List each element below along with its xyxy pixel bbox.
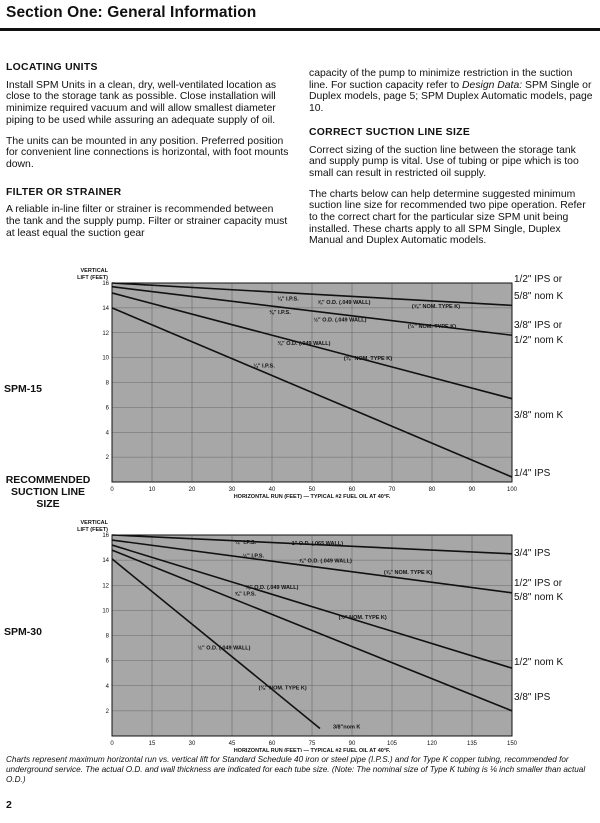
- header-rule: [0, 28, 600, 31]
- locating-paragraph-1: Install SPM Units in a clean, dry, well-ventilated location as close to the storage tank as possible. Close installation will minimize required vacuum and will allow smallest diameter piping to be used while assuring an adequate supply of oil.: [6, 79, 277, 126]
- filter-paragraph: A reliable in-line filter or strainer is recommended between the tank and the supply pump. Filter or strainer capacity must at least equal the suction gear: [6, 204, 288, 239]
- line-annotation: ⅞" O.D. (.049 WALL): [298, 558, 352, 565]
- right-size-label: 3/8" IPS or: [514, 320, 563, 331]
- x-tick-label: 45: [228, 741, 236, 747]
- x-tick-label: 30: [188, 741, 196, 747]
- right-size-label: 1/4" IPS: [514, 468, 551, 479]
- recommended-suction-label: RECOMMENDED SUCTION LINE SIZE: [5, 474, 91, 510]
- line-annotation: (⅝" NOM. TYPE K): [383, 569, 433, 576]
- y-tick-label: 16: [102, 281, 109, 287]
- line-annotation: ⅜" I.P.S.: [269, 310, 291, 317]
- correct-suction-paragraph-2: The charts below can help determine suggested minimum suction line size for recommended two pipe operation. Refer to the correct chart for the particular size SPM unit being installed. These charts apply to all SPM Single, Duplex Manual and Duplex Automatic models.: [309, 188, 586, 247]
- x-tick-label: 15: [148, 741, 156, 747]
- line-annotation: (⅜" NOM. TYPE K): [258, 685, 307, 692]
- line-annotation: ¼" I.P.S.: [253, 363, 275, 370]
- x-tick-label: 90: [468, 487, 476, 493]
- y-tick-label: 2: [105, 455, 109, 462]
- y-tick-label: 8: [105, 380, 109, 387]
- x-axis-title: HORIZONTAL RUN (FEET) — TYPICAL #2 FUEL OIL AT 40°F.: [233, 748, 391, 752]
- line-annotation: ⅝" O.D. (.049 WALL): [317, 300, 371, 307]
- right-size-label: 1/2" nom K: [514, 335, 564, 346]
- x-tick-label: 10: [148, 487, 156, 493]
- y-tick-label: 2: [105, 708, 109, 715]
- x-axis-title: HORIZONTAL RUN (FEET) — TYPICAL #2 FUEL OIL AT 40°F.: [233, 494, 391, 500]
- line-annotation: 1" O.D. (.065 WALL): [291, 541, 344, 548]
- right-size-label: 3/8" nom K: [514, 410, 564, 421]
- right-size-label: 1/2" IPS or: [514, 578, 563, 589]
- line-annotation: 3/8"nom K: [332, 724, 361, 731]
- line-annotation: ¾" I.P.S.: [234, 539, 257, 546]
- left-column: [6, 62, 290, 248]
- correct-suction-heading: CORRECT SUCTION LINE SIZE: [309, 126, 471, 138]
- x-tick-label: 60: [268, 741, 276, 747]
- right-size-label: 3/4" IPS: [514, 548, 551, 559]
- line-annotation: ½" I.P.S.: [242, 553, 265, 560]
- y-axis-title-line2: LIFT (FEET): [77, 527, 108, 533]
- y-tick-label: 4: [105, 430, 109, 437]
- x-tick-label: 100: [506, 487, 518, 493]
- line-annotation: ⅝" O.D. (.049 WALL): [245, 585, 299, 592]
- y-tick-label: 4: [105, 683, 109, 690]
- right-size-label: 1/2" nom K: [514, 657, 564, 668]
- line-annotation: ⅜" O.D. (.049 WALL): [277, 341, 331, 348]
- x-tick-label: 0: [110, 741, 114, 747]
- charts-footnote: Charts represent maximum horizontal run vs. vertical lift for Standard Schedule 40 iron or steel pipe (I.P.S.) and for Type K copper tubing, recommended for underground service. The actual O.D. and wall thickness are indicated for each tube size. (Note: The nominal size of Type K tubing is ⅛ inch smaller than actual O.D.): [6, 755, 586, 785]
- line-annotation: ½" O.D. (.049 WALL): [313, 317, 367, 324]
- x-tick-label: 30: [228, 487, 236, 493]
- line-annotation: ⅝" I.P.S.: [234, 591, 257, 598]
- x-tick-label: 70: [388, 487, 396, 493]
- x-tick-label: 75: [308, 741, 316, 747]
- y-axis-title-line1: VERTICAL: [80, 268, 108, 274]
- line-annotation: (⅜" NOM. TYPE K): [343, 356, 393, 363]
- x-tick-label: 20: [188, 487, 196, 493]
- right-column: [309, 68, 593, 256]
- line-annotation: ½" O.D. (.049 WALL): [197, 645, 251, 652]
- x-tick-label: 150: [506, 741, 518, 747]
- page-number: 2: [6, 799, 12, 811]
- locating-paragraph-2: The units can be mounted in any position. Preferred position for convenient line connections is horizontal, with foot mounts down.: [6, 135, 289, 170]
- x-tick-label: 40: [268, 487, 276, 493]
- right-size-label: 5/8" nom K: [514, 291, 564, 302]
- y-axis-title-line2: LIFT (FEET): [77, 275, 108, 281]
- x-tick-label: 0: [110, 487, 114, 493]
- spm30-label: SPM-30: [4, 626, 42, 638]
- x-tick-label: 50: [308, 487, 316, 493]
- line-annotation: (⅝" NOM. TYPE K): [411, 303, 461, 310]
- correct-suction-paragraph-1: Correct sizing of the suction line between the storage tank and supply pump is vital. Use of tubing or pipe which is too small can result in restricted oil supply.: [309, 144, 579, 179]
- y-tick-label: 14: [102, 305, 109, 312]
- x-tick-label: 120: [426, 741, 438, 747]
- x-tick-label: 105: [386, 741, 398, 747]
- right-size-label: 5/8" nom K: [514, 592, 564, 603]
- section-title: Section One: General Information: [6, 4, 257, 21]
- y-tick-label: 10: [102, 608, 109, 615]
- right-size-label: 1/2" IPS or: [514, 274, 563, 285]
- x-tick-label: 90: [348, 741, 356, 747]
- y-tick-label: 10: [102, 355, 109, 362]
- y-tick-label: 8: [105, 633, 109, 640]
- y-tick-label: 16: [102, 533, 109, 539]
- x-tick-label: 80: [428, 487, 436, 493]
- line-annotation: (½" NOM. TYPE K): [338, 615, 387, 622]
- y-tick-label: 12: [102, 330, 109, 337]
- line-annotation: (½" NOM. TYPE K): [407, 323, 457, 330]
- y-tick-label: 6: [105, 405, 109, 412]
- x-tick-label: 60: [348, 487, 356, 493]
- spm15-chart: [0, 262, 600, 502]
- y-tick-label: 14: [102, 558, 109, 565]
- right-size-label: 3/8" IPS: [514, 692, 551, 703]
- x-tick-label: 135: [466, 741, 478, 747]
- suction-capacity-paragraph: capacity of the pump to minimize restriction in the suction line. For suction capacity refer to Design Data: SPM Single or Duplex models, page 5; SPM Duplex Automatic models, page 10.: [309, 68, 593, 115]
- filter-heading: FILTER OR STRAINER: [6, 186, 122, 198]
- line-annotation: ¼" I.P.S.: [277, 296, 299, 303]
- spm30-chart: [0, 512, 600, 752]
- spm15-label: SPM-15: [4, 383, 42, 395]
- locating-units-heading: LOCATING UNITS: [6, 62, 98, 73]
- y-axis-title-line1: VERTICAL: [80, 520, 108, 526]
- y-tick-label: 6: [105, 658, 109, 665]
- y-tick-label: 12: [102, 583, 109, 590]
